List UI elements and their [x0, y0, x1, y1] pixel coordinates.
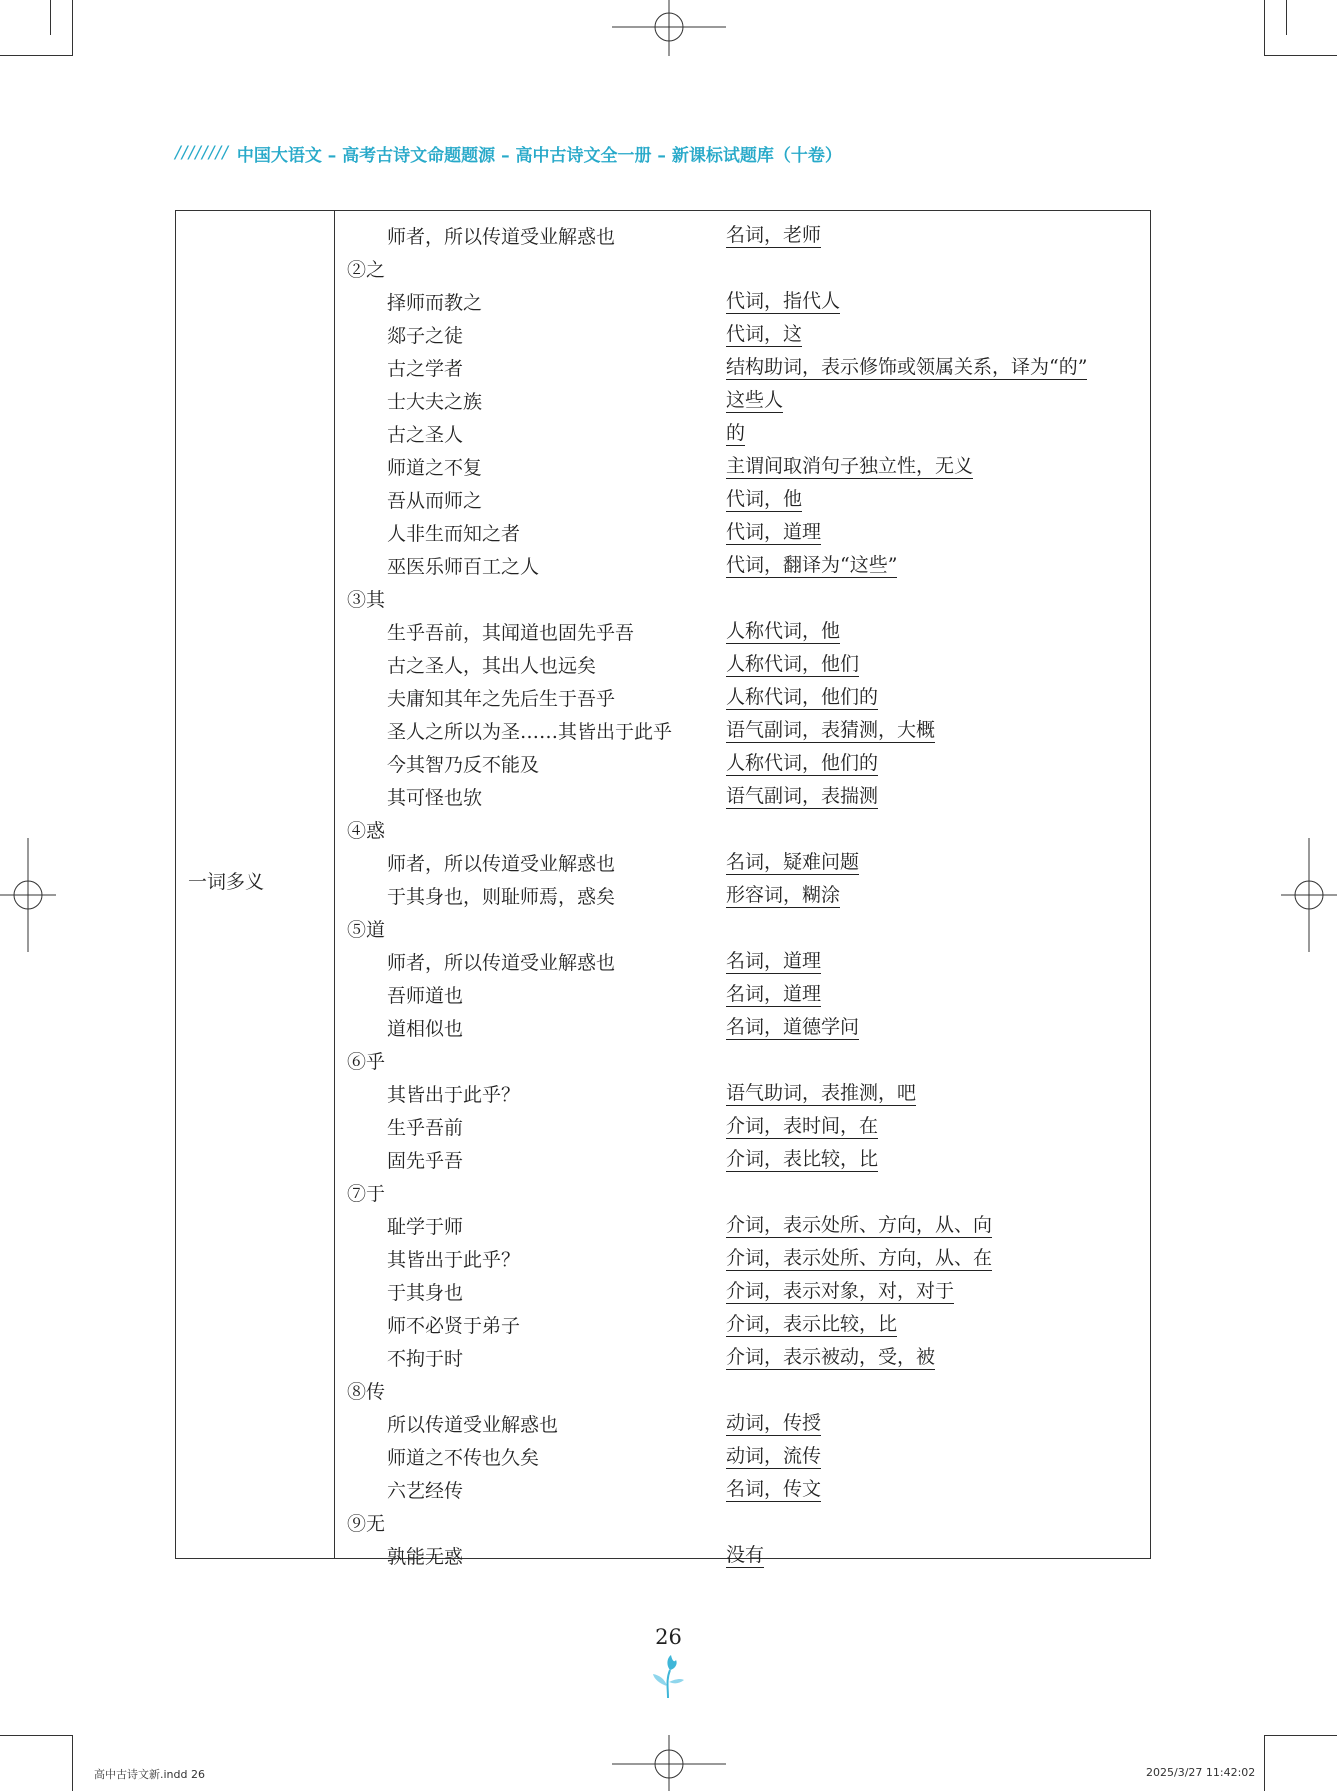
meaning-cell: [726, 285, 840, 318]
meaning-cell: [726, 1143, 878, 1176]
meaning-text: 代词，翻译为“这些”: [726, 553, 898, 576]
meaning-text: 人称代词，他: [726, 619, 841, 642]
crop-mark: [72, 1735, 73, 1791]
meaning-cell: [726, 516, 821, 549]
example-sentence: 吾师道也: [387, 985, 464, 1007]
example-sentence: 今其智乃反不能及: [387, 754, 540, 776]
example-sentence: 其皆出于此乎？: [387, 1084, 521, 1106]
registration-mark-top: [612, 0, 726, 56]
meaning-text: 形容词，糊涂: [726, 883, 841, 906]
example-sentence: 于其身也，则耻师焉，惑矣: [387, 886, 616, 908]
example-sentence: 耻学于师: [387, 1216, 464, 1238]
meaning-cell: [726, 945, 821, 978]
example-sentence: 师者，所以传道受业解惑也: [387, 952, 616, 974]
meaning-cell: [726, 714, 935, 747]
example-sentence: 生乎吾前: [387, 1117, 464, 1139]
crop-mark: [72, 0, 73, 56]
meaning-cell: [726, 1275, 954, 1308]
meaning-cell: [726, 483, 802, 516]
example-sentence: 不拘于时: [387, 1348, 464, 1370]
meaning-cell: [726, 648, 859, 681]
meaning-cell: [726, 1440, 821, 1473]
example-sentence: 所以传道受业解惑也: [387, 1414, 559, 1436]
crop-mark: [1264, 0, 1265, 56]
example-sentence: 师者，所以传道受业解惑也: [387, 226, 616, 248]
meaning-text: 主谓间取消句子独立性，无义: [726, 454, 974, 477]
meaning-text: 名词，道理: [726, 982, 822, 1005]
meaning-text: 名词，老师: [726, 223, 822, 246]
meaning-cell: [726, 681, 878, 714]
meaning-text: 的: [726, 421, 746, 444]
meaning-text: 人称代词，他们的: [726, 751, 879, 774]
meaning-cell: [726, 747, 878, 780]
vocabulary-table: [175, 210, 1151, 1568]
meaning-text: 语气助词，表推测，吧: [726, 1081, 917, 1104]
polysemy-word: ⑧传: [347, 1381, 386, 1403]
meaning-cell: [726, 450, 973, 483]
header-slashes: ////////: [175, 143, 229, 163]
meaning-text: 动词，流传: [726, 1444, 822, 1467]
registration-mark-left: [0, 838, 56, 952]
flower-ornament-icon: [648, 1652, 688, 1700]
meaning-text: 名词，疑难问题: [726, 850, 860, 873]
meaning-cell: [726, 1110, 878, 1143]
meaning-cell: [726, 1242, 992, 1275]
meaning-text: 这些人: [726, 388, 784, 411]
example-sentence: 师道之不复: [387, 457, 483, 479]
polysemy-word: ②之: [347, 259, 386, 281]
example-sentence: 人非生而知之者: [387, 523, 521, 545]
example-sentence: 郯子之徒: [387, 325, 464, 347]
example-sentence: 于其身也: [387, 1282, 464, 1304]
meaning-cell: [726, 846, 859, 879]
meaning-text: 名词，道理: [726, 949, 822, 972]
polysemy-word: ③其: [347, 589, 386, 611]
example-sentence: 古之圣人: [387, 424, 464, 446]
meaning-cell: [726, 1473, 821, 1506]
crop-mark: [0, 55, 73, 56]
example-sentence: 其皆出于此乎？: [387, 1249, 521, 1271]
example-sentence: 圣人之所以为圣……其皆出于此乎: [387, 721, 673, 743]
example-sentence: 道相似也: [387, 1018, 464, 1040]
meaning-text: 介词，表时间，在: [726, 1114, 879, 1137]
meaning-text: 语气副词，表猜测，大概: [726, 718, 936, 741]
page-number: 26: [655, 1625, 682, 1649]
crop-mark: [50, 0, 51, 35]
meaning-text: 介词，表示处所、方向，从、向: [726, 1213, 993, 1236]
example-sentence: 古之学者: [387, 358, 464, 380]
meaning-cell: [726, 417, 745, 450]
meaning-cell: [726, 615, 840, 648]
meaning-cell: [726, 1011, 859, 1044]
example-sentence: 吾从而师之: [387, 490, 483, 512]
example-sentence: 士大夫之族: [387, 391, 483, 413]
polysemy-word: ⑥乎: [347, 1051, 386, 1073]
polysemy-word: ⑨无: [347, 1513, 386, 1535]
footer-file: 高中古诗文新.indd 26: [94, 1768, 205, 1781]
example-sentence: 巫医乐师百工之人: [387, 556, 540, 578]
registration-mark-right: [1281, 838, 1337, 952]
meaning-text: 人称代词，他们的: [726, 685, 879, 708]
crop-mark: [0, 1735, 73, 1736]
meaning-text: 名词，道德学问: [726, 1015, 860, 1038]
meaning-text: 代词，他: [726, 487, 803, 510]
meaning-text: 结构助词，表示修饰或领属关系，译为“的”: [726, 355, 1088, 378]
meaning-cell: [726, 318, 802, 351]
meaning-text: 介词，表示被动，受，被: [726, 1345, 936, 1368]
meaning-text: 名词，传文: [726, 1477, 822, 1500]
example-sentence: 生乎吾前，其闻道也固先乎吾: [387, 622, 635, 644]
running-header: [175, 140, 1175, 166]
example-sentence: 择师而教之: [387, 292, 483, 314]
meaning-text: 代词，道理: [726, 520, 822, 543]
example-sentence: 六艺经传: [387, 1480, 464, 1502]
meaning-text: 人称代词，他们: [726, 652, 860, 675]
category-column: [176, 211, 335, 1558]
example-sentence: 其可怪也欤: [387, 787, 483, 809]
meaning-text: 介词，表示对象，对，对于: [726, 1279, 955, 1302]
meaning-cell: [726, 384, 783, 417]
meaning-cell: [726, 1308, 897, 1341]
crop-mark: [1286, 0, 1287, 35]
polysemy-word: ⑦于: [347, 1183, 386, 1205]
meaning-text: 介词，表比较，比: [726, 1147, 879, 1170]
meaning-cell: [726, 780, 878, 813]
category-label: 一词多义: [188, 871, 265, 893]
meaning-cell: [726, 1539, 764, 1572]
meaning-text: 代词，这: [726, 322, 803, 345]
registration-mark-bottom: [612, 1735, 726, 1791]
meaning-cell: [726, 549, 897, 582]
crop-mark: [1264, 1735, 1337, 1736]
meaning-cell: [726, 1077, 916, 1110]
meaning-cell: [726, 1407, 821, 1440]
example-sentence: 孰能无惑: [387, 1546, 464, 1568]
example-sentence: 夫庸知其年之先后生于吾乎: [387, 688, 616, 710]
meaning-text: 介词，表示处所、方向，从、在: [726, 1246, 993, 1269]
entries-column: [335, 211, 1150, 1568]
meaning-text: 代词，指代人: [726, 289, 841, 312]
meaning-text: 介词，表示比较，比: [726, 1312, 898, 1335]
example-sentence: 师道之不传也久矣: [387, 1447, 540, 1469]
meaning-text: 动词，传授: [726, 1411, 822, 1434]
meaning-cell: [726, 978, 821, 1011]
crop-mark: [1264, 55, 1337, 56]
example-sentence: 师不必贤于弟子: [387, 1315, 521, 1337]
polysemy-word: ④惑: [347, 820, 386, 842]
header-title: 中国大语文 – 高考古诗文命题题源 – 高中古诗文全一册 – 新课标试题库（十卷）: [236, 145, 842, 166]
meaning-cell: [726, 219, 821, 252]
example-sentence: 固先乎吾: [387, 1150, 464, 1172]
polysemy-word: ⑤道: [347, 919, 386, 941]
meaning-cell: [726, 1209, 992, 1242]
meaning-cell: [726, 351, 1087, 384]
meaning-cell: [726, 879, 840, 912]
meaning-cell: [726, 1341, 935, 1374]
crop-mark: [1264, 1735, 1265, 1791]
example-sentence: 古之圣人，其出人也远矣: [387, 655, 597, 677]
example-sentence: 师者，所以传道受业解惑也: [387, 853, 616, 875]
footer-timestamp: 2025/3/27 11:42:02: [1146, 1766, 1256, 1779]
meaning-text: 没有: [726, 1543, 765, 1566]
meaning-text: 语气副词，表揣测: [726, 784, 879, 807]
